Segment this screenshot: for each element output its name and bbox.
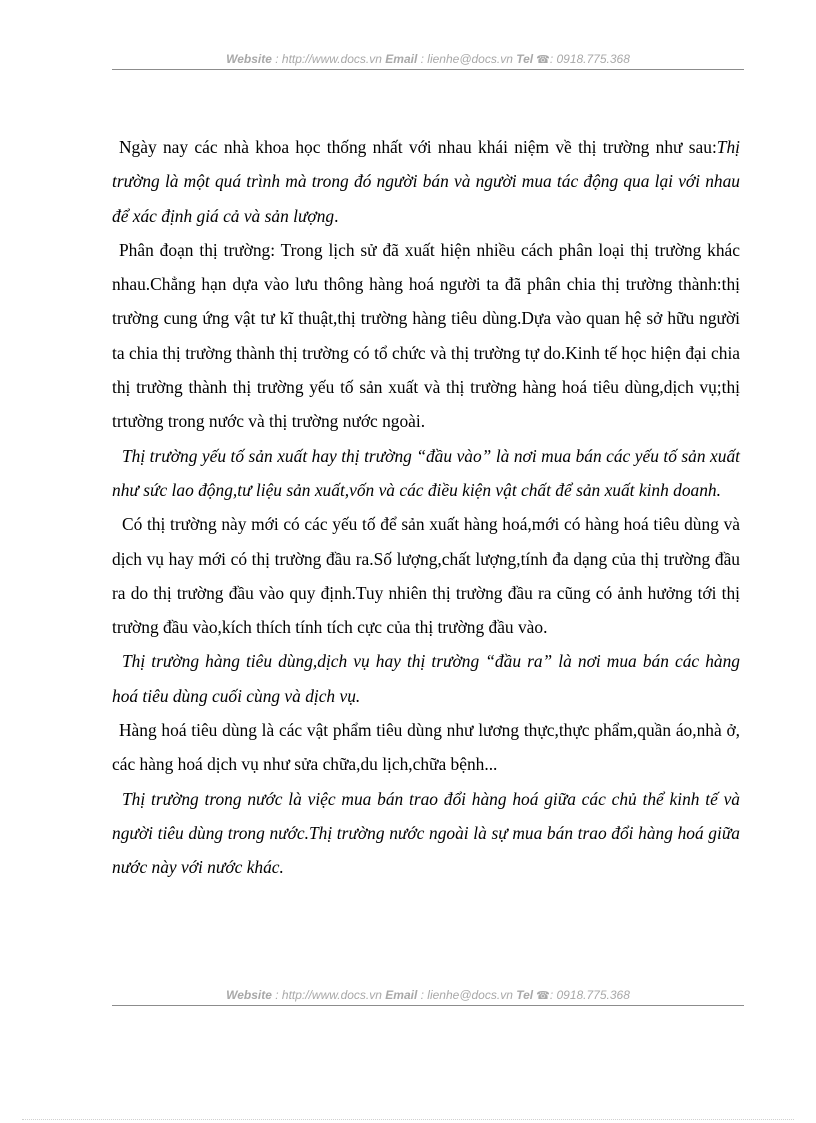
- email-label: Email: [385, 52, 418, 66]
- tel-number: : 0918.775.368: [549, 988, 630, 1002]
- paragraph-output-market: Thị trường hàng tiêu dùng,dịch vụ hay thị trường “đầu ra” là nơi mua bán các hàng hoá tiêu dùng cuối cùng và dịch vụ.: [112, 651, 740, 706]
- website-label: Website: [226, 52, 272, 66]
- website-url: : http://www.docs.vn: [271, 988, 386, 1002]
- email-address: : lienhe@docs.vn: [417, 988, 517, 1002]
- email-address: : lienhe@docs.vn: [417, 52, 517, 66]
- website-label: Website: [226, 988, 272, 1002]
- tel-number: : 0918.775.368: [549, 52, 630, 66]
- tel-label: Tel: [516, 52, 534, 66]
- paragraph-consumer-goods: Hàng hoá tiêu dùng là các vật phẩm tiêu dùng như lương thực,thực phẩm,quần áo,nhà ở, các hàng hoá dịch vụ như sửa chữa,du lịch,chữa bệnh...: [112, 720, 740, 775]
- phone-icon: ☎: [536, 990, 550, 1002]
- page-bottom-border: [22, 1119, 794, 1120]
- paragraph-input-market: Thị trường yếu tố sản xuất hay thị trường “đầu vào” là nơi mua bán các yếu tố sản xuất như sức lao động,tư liệu sản xuất,vốn và các điều kiện vật chất để sản xuất kinh doanh.: [112, 445, 740, 500]
- tel-label: Tel: [516, 988, 534, 1002]
- document-body: [112, 130, 740, 885]
- page-footer: [112, 988, 744, 1006]
- paragraph-end: .: [334, 205, 339, 226]
- page-header: [112, 52, 744, 70]
- paragraph-input-market-role: Có thị trường này mới có các yếu tố để sản xuất hàng hoá,mới có hàng hoá tiêu dùng và dịch vụ hay mới có thị trường đầu ra.Số lượng,chất lượng,tính đa dạng của thị trường đầu ra do thị trường đầu vào quy định.Tuy nhiên thị trường đầu ra cũng có ảnh hưởng tới thị trường đầu vào,kích thích tính tích cực của thị trường đầu vào.: [112, 514, 740, 638]
- paragraph-text: Ngày nay các nhà khoa học thống nhất với nhau khái niệm về thị trường như sau:: [119, 137, 717, 157]
- paragraph-domestic-foreign-market: Thị trường trong nước là việc mua bán trao đổi hàng hoá giữa các chủ thể kinh tế và người tiêu dùng trong nước.Thị trường nước ngoài là sự mua bán trao đổi hàng hoá giữa nước này với nước khác.: [112, 788, 740, 878]
- market-definition-italic: Thị trường là một quá trình mà trong đó người bán và người mua tác động qua lại với nhau để xác định giá cả và sản lượng: [112, 137, 740, 226]
- website-url: : http://www.docs.vn: [271, 52, 386, 66]
- phone-icon: ☎: [536, 54, 550, 66]
- paragraph-market-segmentation: Phân đoạn thị trường: Trong lịch sử đã xuất hiện nhiều cách phân loại thị trường khác nhau.Chẳng hạn dựa vào lưu thông hàng hoá người ta đã phân chia thị trường thành:thị trường cung ứng vật tư kĩ thuật,thị trường hàng tiêu dùng.Dựa vào quan hệ sở hữu người ta chia thị trường thành thị trường có tổ chức và thị trường tự do.Kinh tế học hiện đại chia thị trường thành thị trường yếu tố sản xuất và thị trường hàng hoá tiêu dùng,dịch vụ;thị trtường trong nước và thị trường nước ngoài.: [112, 239, 740, 432]
- email-label: Email: [385, 988, 418, 1002]
- paragraph-market-definition: [112, 130, 740, 233]
